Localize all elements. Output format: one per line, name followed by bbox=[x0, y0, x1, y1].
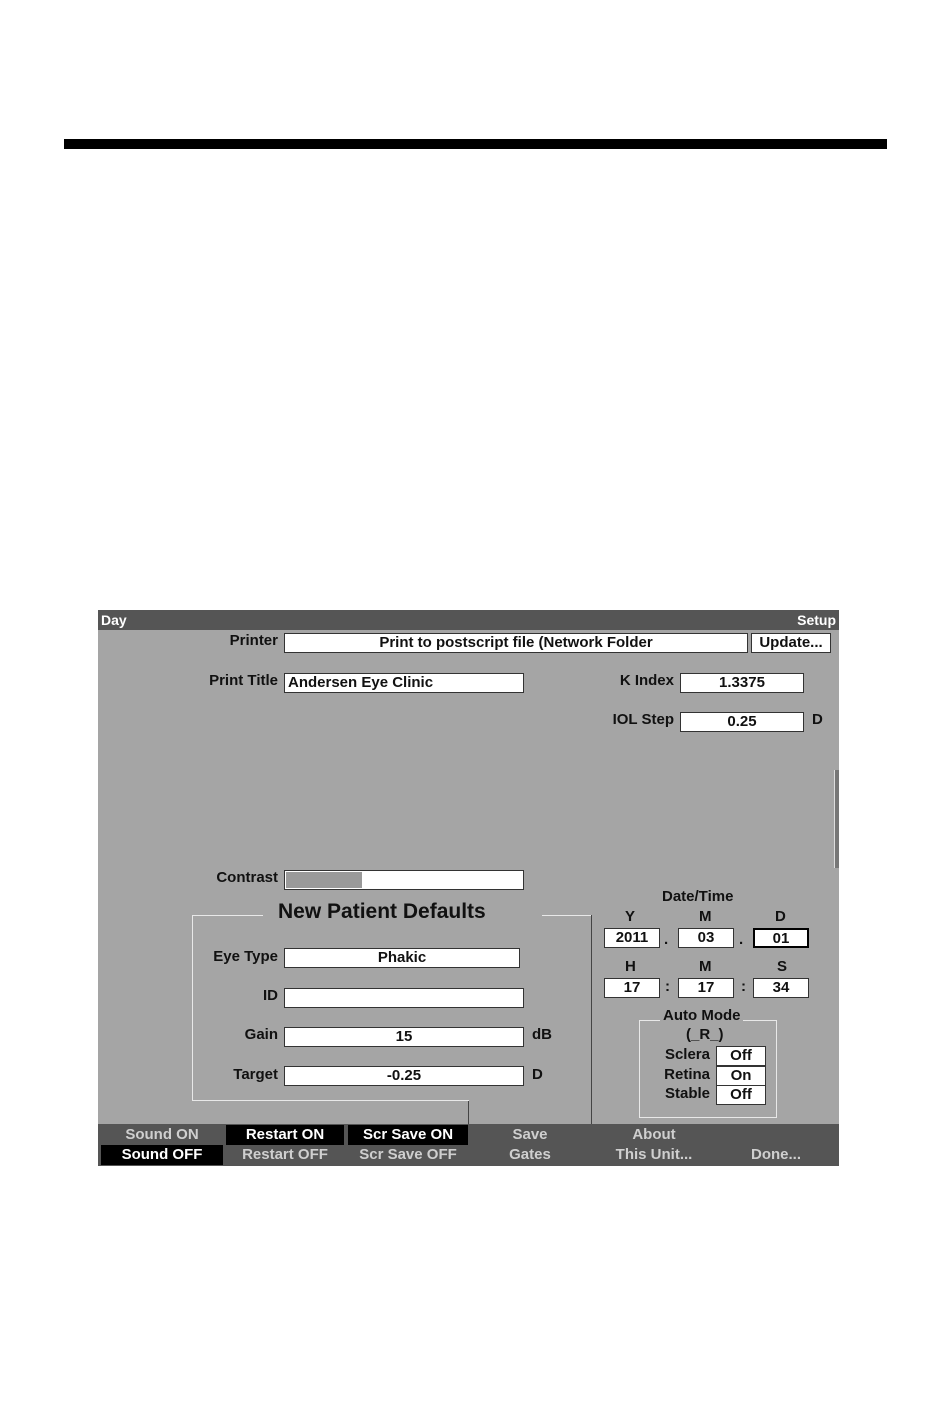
auto-mode-row-label: Sclera bbox=[664, 1046, 710, 1063]
title-right: Setup bbox=[797, 612, 836, 628]
k-index-field[interactable]: 1.3375 bbox=[680, 673, 804, 693]
target-unit: D bbox=[532, 1066, 543, 1083]
auto-mode-stable-toggle[interactable]: Off bbox=[716, 1085, 766, 1105]
printer-update-button[interactable]: Update... bbox=[751, 633, 831, 653]
auto-mode-row-label: Stable bbox=[664, 1085, 710, 1102]
print-title-label: Print Title bbox=[209, 672, 278, 689]
contrast-slider-fill bbox=[286, 872, 362, 888]
group-border-top-right bbox=[542, 915, 592, 916]
group-border-tab bbox=[468, 1101, 469, 1124]
hour-label: H bbox=[625, 958, 636, 975]
iol-step-unit: D bbox=[812, 711, 823, 728]
save-gates-key-top[interactable]: Save bbox=[512, 1126, 548, 1143]
about-unit-key-top[interactable]: About bbox=[632, 1126, 676, 1143]
restart-off-key[interactable]: Restart OFF bbox=[242, 1146, 328, 1163]
auto-mode-subtitle: (_R_) bbox=[686, 1026, 724, 1043]
eye-type-label: Eye Type bbox=[213, 948, 278, 965]
minute-label: M bbox=[699, 958, 712, 975]
printer-label: Printer bbox=[229, 632, 278, 649]
iol-step-label: IOL Step bbox=[612, 711, 674, 728]
gain-unit: dB bbox=[532, 1026, 552, 1043]
group-border-bottom bbox=[192, 1100, 469, 1101]
sound-off-key[interactable]: Sound OFF bbox=[101, 1145, 223, 1165]
group-border-top-left bbox=[193, 915, 263, 916]
month-label: M bbox=[699, 908, 712, 925]
month-field[interactable]: 03 bbox=[678, 928, 734, 948]
auto-mode-row-label: Retina bbox=[664, 1066, 710, 1083]
contrast-label: Contrast bbox=[216, 869, 278, 886]
done-key[interactable]: Done... bbox=[750, 1146, 801, 1163]
contrast-slider[interactable] bbox=[284, 870, 524, 890]
gain-field[interactable]: 15 bbox=[284, 1027, 524, 1047]
scrollbar-thumb[interactable] bbox=[834, 770, 839, 868]
second-field[interactable]: 34 bbox=[753, 978, 809, 998]
day-field[interactable]: 01 bbox=[753, 928, 809, 948]
sound-on-key[interactable]: Sound ON bbox=[125, 1126, 199, 1143]
printer-field[interactable]: Print to postscript file (Network Folder bbox=[284, 633, 748, 653]
save-gates-key-bottom[interactable]: Gates bbox=[509, 1146, 551, 1163]
about-unit-key-bottom[interactable]: This Unit... bbox=[615, 1146, 693, 1163]
datetime-title: Date/Time bbox=[662, 888, 734, 905]
eye-type-field[interactable]: Phakic bbox=[284, 948, 520, 968]
auto-mode-title: Auto Mode bbox=[660, 1007, 743, 1025]
page-top-rule bbox=[64, 139, 887, 149]
time-separator-2: : bbox=[741, 978, 746, 995]
year-label: Y bbox=[625, 908, 636, 925]
id-label: ID bbox=[263, 987, 278, 1004]
setup-screen bbox=[98, 610, 839, 1166]
k-index-label: K Index bbox=[619, 672, 674, 689]
auto-mode-sclera-toggle[interactable]: Off bbox=[716, 1046, 766, 1066]
print-title-field[interactable]: Andersen Eye Clinic bbox=[284, 673, 524, 693]
id-field[interactable] bbox=[284, 988, 524, 1008]
date-separator-2: . bbox=[739, 931, 744, 948]
minute-field[interactable]: 17 bbox=[678, 978, 734, 998]
screen-saver-on-key[interactable]: Scr Save ON bbox=[348, 1125, 468, 1145]
group-border-right bbox=[591, 915, 592, 1124]
softkey-bar bbox=[98, 1124, 839, 1166]
title-bar bbox=[98, 610, 839, 630]
second-label: S bbox=[777, 958, 788, 975]
day-label: D bbox=[775, 908, 786, 925]
new-patient-defaults-title: New Patient Defaults bbox=[278, 900, 486, 923]
restart-on-key[interactable]: Restart ON bbox=[226, 1125, 344, 1145]
target-label: Target bbox=[233, 1066, 278, 1083]
time-separator-1: : bbox=[665, 978, 670, 995]
gain-label: Gain bbox=[244, 1026, 278, 1043]
iol-step-field[interactable]: 0.25 bbox=[680, 712, 804, 732]
date-separator-1: . bbox=[664, 931, 669, 948]
screen-saver-off-key[interactable]: Scr Save OFF bbox=[359, 1146, 457, 1163]
year-field[interactable]: 2011 bbox=[604, 928, 660, 948]
hour-field[interactable]: 17 bbox=[604, 978, 660, 998]
target-field[interactable]: -0.25 bbox=[284, 1066, 524, 1086]
auto-mode-retina-toggle[interactable]: On bbox=[716, 1066, 766, 1086]
title-left: Day bbox=[101, 612, 127, 628]
